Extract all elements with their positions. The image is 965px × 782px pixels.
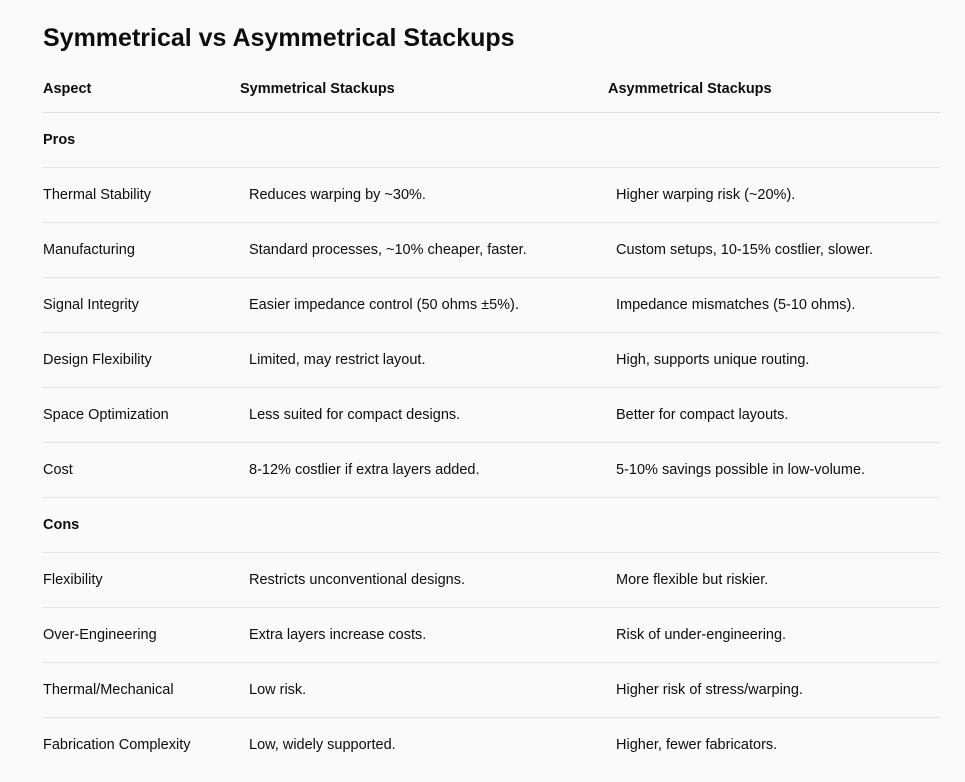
- asymmetrical-cell: High, supports unique routing.: [616, 351, 810, 368]
- aspect-cell: Manufacturing: [43, 241, 135, 258]
- table-row: [43, 553, 940, 608]
- symmetrical-cell: Less suited for compact designs.: [249, 406, 461, 423]
- asymmetrical-cell: Better for compact layouts.: [616, 406, 789, 423]
- asymmetrical-cell: Higher warping risk (~20%).: [616, 186, 796, 203]
- section-label: Cons: [43, 516, 80, 533]
- section-row-pros: [43, 113, 940, 168]
- aspect-cell: Over-Engineering: [43, 626, 157, 643]
- table-row: [43, 443, 940, 498]
- page-title: Symmetrical vs Asymmetrical Stackups: [43, 24, 515, 52]
- symmetrical-cell: Low, widely supported.: [249, 737, 396, 753]
- asymmetrical-cell: More flexible but riskier.: [616, 571, 769, 588]
- table-row: [43, 718, 940, 773]
- column-header-asymmetrical: Asymmetrical Stackups: [608, 81, 772, 97]
- column-header-symmetrical: Symmetrical Stackups: [240, 81, 395, 97]
- asymmetrical-cell: Higher, fewer fabricators.: [616, 737, 778, 753]
- asymmetrical-cell: 5-10% savings possible in low-volume.: [616, 461, 866, 478]
- asymmetrical-cell: Impedance mismatches (5-10 ohms).: [616, 296, 856, 313]
- section-row-cons: [43, 498, 940, 553]
- symmetrical-cell: 8-12% costlier if extra layers added.: [249, 461, 480, 478]
- aspect-cell: Space Optimization: [43, 406, 169, 423]
- aspect-cell: Fabrication Complexity: [43, 737, 191, 753]
- table-row: [43, 333, 940, 388]
- aspect-cell: Design Flexibility: [43, 351, 152, 368]
- symmetrical-cell: Standard processes, ~10% cheaper, faster.: [249, 241, 527, 258]
- table-header-row: [43, 53, 940, 113]
- aspect-cell: Signal Integrity: [43, 296, 139, 313]
- table-row: [43, 223, 940, 278]
- column-header-aspect: Aspect: [43, 81, 92, 97]
- table-row: [43, 388, 940, 443]
- symmetrical-cell: Limited, may restrict layout.: [249, 351, 426, 368]
- section-label: Pros: [43, 131, 76, 148]
- table-row: [43, 168, 940, 223]
- symmetrical-cell: Low risk.: [249, 681, 307, 698]
- aspect-cell: Flexibility: [43, 571, 103, 588]
- aspect-cell: Cost: [43, 461, 73, 478]
- asymmetrical-cell: Risk of under-engineering.: [616, 626, 787, 643]
- symmetrical-cell: Easier impedance control (50 ohms ±5%).: [249, 296, 519, 313]
- table-row: [43, 608, 940, 663]
- table-row: [43, 278, 940, 333]
- asymmetrical-cell: Higher risk of stress/warping.: [616, 681, 803, 698]
- aspect-cell: Thermal/Mechanical: [43, 681, 174, 698]
- symmetrical-cell: Extra layers increase costs.: [249, 626, 427, 643]
- asymmetrical-cell: Custom setups, 10-15% costlier, slower.: [616, 241, 874, 258]
- symmetrical-cell: Reduces warping by ~30%.: [249, 186, 426, 203]
- table-row: [43, 663, 940, 718]
- symmetrical-cell: Restricts unconventional designs.: [249, 571, 466, 588]
- comparison-table: [43, 53, 940, 773]
- aspect-cell: Thermal Stability: [43, 186, 151, 203]
